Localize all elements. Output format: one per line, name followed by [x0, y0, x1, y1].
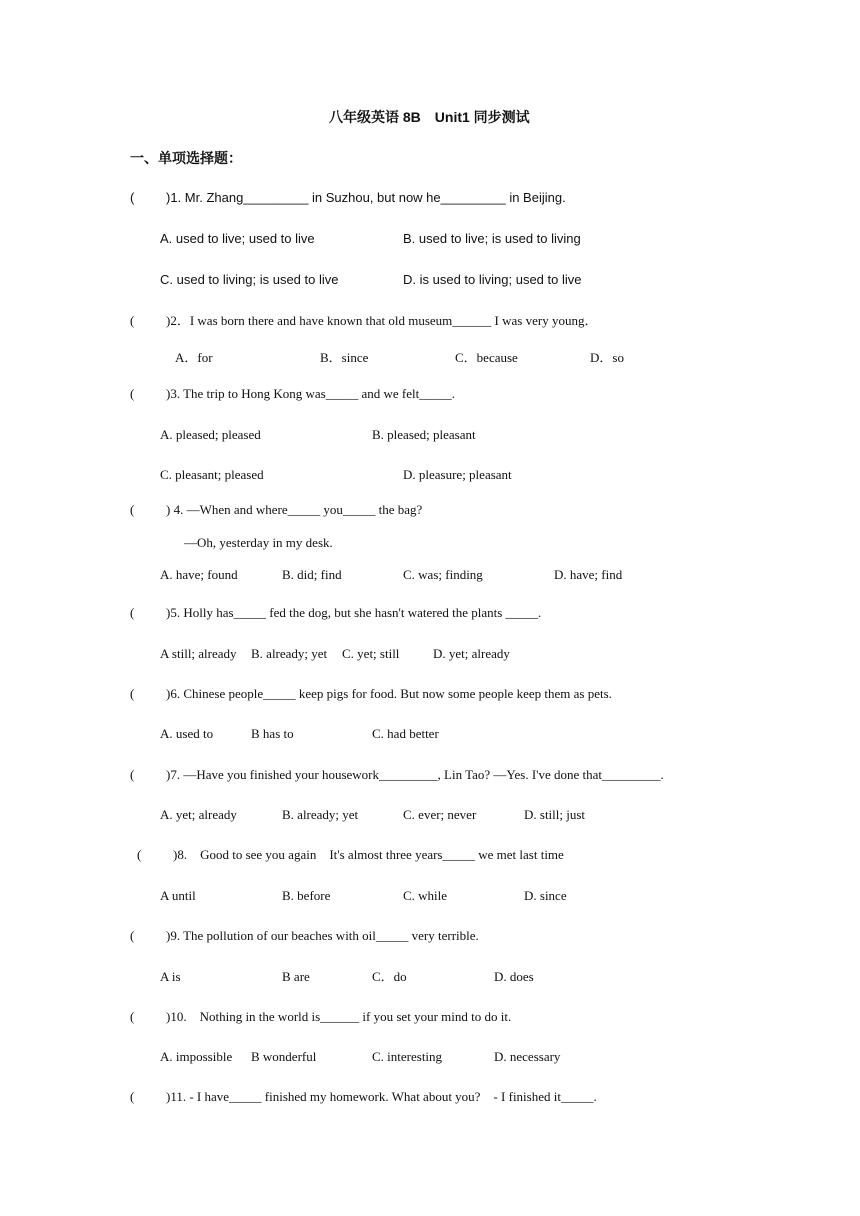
q9-option-c: C．do	[372, 969, 407, 984]
page-title: 八年级英语 8B Unit1 同步测试	[329, 109, 530, 125]
q9-option-d: D. does	[494, 969, 534, 984]
question-9-text: )9. The pollution of our beaches with oil_____ very terrible.	[166, 928, 479, 943]
q3-option-d: D. pleasure; pleasant	[403, 467, 512, 482]
q9-option-b: B are	[282, 969, 310, 984]
answer-blank-paren: (	[130, 767, 135, 782]
q4-option-d: D. have; find	[554, 567, 623, 582]
q5-option-c: C. yet; still	[342, 646, 400, 661]
q1-option-d: D. is used to living; used to live	[403, 272, 582, 287]
q3-option-a: A. pleased; pleased	[160, 427, 261, 442]
answer-blank-paren: (	[130, 190, 135, 205]
q3-option-c: C. pleasant; pleased	[160, 467, 264, 482]
question-5-text: )5. Holly has_____ fed the dog, but she hasn't watered the plants _____.	[166, 605, 542, 620]
q10-option-a: A. impossible	[160, 1049, 233, 1064]
q6-option-b: B has to	[251, 726, 294, 741]
q5-option-b: B. already; yet	[251, 646, 328, 661]
q2-option-b: B．since	[320, 350, 369, 365]
q2-option-a: A．for	[175, 350, 213, 365]
q8-option-b: B. before	[282, 888, 331, 903]
q7-option-c: C. ever; never	[403, 807, 477, 822]
q5-option-d: D. yet; already	[433, 646, 510, 661]
question-4-dialog-reply: —Oh, yesterday in my desk.	[184, 535, 333, 550]
q7-option-a: A. yet; already	[160, 807, 237, 822]
q1-option-a: A. used to live; used to live	[160, 231, 315, 246]
question-8-text: )8. Good to see you again It's almost three years_____ we met last time	[173, 847, 564, 862]
question-11-text: )11. - I have_____ finished my homework. What about you? - I finished it_____.	[166, 1089, 597, 1104]
q2-option-c: C．because	[455, 350, 518, 365]
question-1-text: )1. Mr. Zhang_________ in Suzhou, but now he_________ in Beijing.	[166, 190, 566, 205]
question-10-text: )10. Nothing in the world is______ if you set your mind to do it.	[166, 1009, 512, 1024]
answer-blank-paren: (	[130, 1009, 135, 1024]
answer-blank-paren: (	[137, 847, 142, 862]
answer-blank-paren: (	[130, 313, 135, 328]
answer-blank-paren: (	[130, 386, 135, 401]
q9-option-a: A is	[160, 969, 181, 984]
q4-option-b: B. did; find	[282, 567, 342, 582]
q7-option-b: B. already; yet	[282, 807, 359, 822]
question-7-text: )7. —Have you finished your housework_________, Lin Tao? —Yes. I've done that_________.	[166, 767, 664, 782]
q2-option-d: D．so	[590, 350, 624, 365]
answer-blank-paren: (	[130, 1089, 135, 1104]
question-2-text: )2．I was born there and have known that old museum______ I was very young．	[166, 313, 598, 328]
q10-option-b: B wonderful	[251, 1049, 317, 1064]
answer-blank-paren: (	[130, 686, 135, 701]
q10-option-c: C. interesting	[372, 1049, 443, 1064]
q4-option-a: A. have; found	[160, 567, 238, 582]
q5-option-a: A still; already	[160, 646, 237, 661]
q3-option-b: B. pleased; pleasant	[372, 427, 476, 442]
q8-option-d: D. since	[524, 888, 567, 903]
q6-option-c: C. had better	[372, 726, 439, 741]
question-4-text: ) 4. —When and where_____ you_____ the bag?	[166, 502, 423, 517]
q10-option-d: D. necessary	[494, 1049, 561, 1064]
q1-option-c: C. used to living; is used to live	[160, 272, 339, 287]
q1-option-b: B. used to live; is used to living	[403, 231, 581, 246]
question-6-text: )6. Chinese people_____ keep pigs for food. But now some people keep them as pets.	[166, 686, 612, 701]
answer-blank-paren: (	[130, 928, 135, 943]
q4-option-c: C. was; finding	[403, 567, 483, 582]
question-3-text: )3. The trip to Hong Kong was_____ and we felt_____.	[166, 386, 455, 401]
q6-option-a: A. used to	[160, 726, 214, 741]
answer-blank-paren: (	[130, 502, 135, 517]
q8-option-a: A until	[160, 888, 196, 903]
q7-option-d: D. still; just	[524, 807, 586, 822]
answer-blank-paren: (	[130, 605, 135, 620]
q8-option-c: C. while	[403, 888, 448, 903]
section-heading: 一、单项选择题：	[130, 150, 242, 166]
